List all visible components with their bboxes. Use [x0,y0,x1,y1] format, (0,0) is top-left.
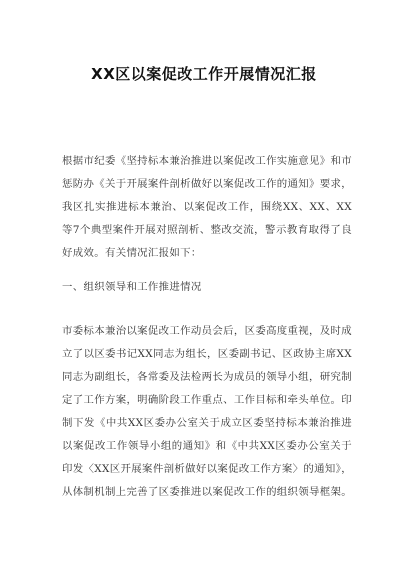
intro-paragraph: 根据市纪委《坚持标本兼治推进以案促改工作实施意见》和市惩防办《关于开展案件剖析做好以案促改工作的通知》要求，我区扎实推进标本兼治、以案促改工作，围绕XX、XX、XX等7个典型案件开展对照剖析、整改交流，警示教育取得了良好成效。有关情况汇报如下： [62,155,352,259]
document-title: XX区以案促改工作开展情况汇报 [91,65,317,83]
section-heading: 一、组织领导和工作推进情况 [62,281,202,293]
section-body-paragraph: 市委标本兼治以案促改工作动员会后，区委高度重视，及时成立了以区委书记XX同志为组长，区委副书记、区政协主席XX同志为副组长，各常委及法检两长为成员的领导小组，研究制定了工作方案，明确阶段工作重点、工作目标和牵头单位。印制下发《中共XX区委办公室关于成立区委坚持标本兼治推进以案促改工作领导小组的通知》和《中共XX区委办公室关于印发〈XX区开展案件剖析做好以案促改工作方案〉的通知》，从体制机制上完善了区委推进以案促改工作的组织领导框架。 [62,325,352,498]
